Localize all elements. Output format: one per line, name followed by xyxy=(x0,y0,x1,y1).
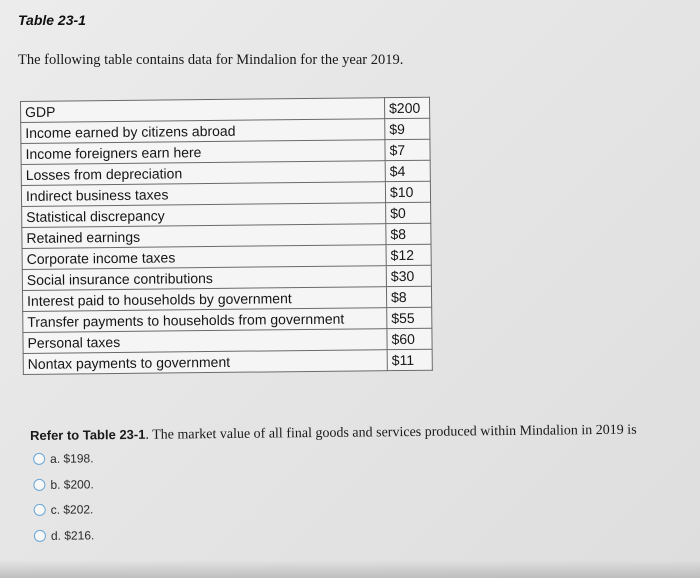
option-c[interactable] xyxy=(34,497,95,522)
row-value: $8 xyxy=(386,286,431,307)
row-value: $11 xyxy=(387,349,432,370)
row-label: Retained earnings xyxy=(22,224,386,249)
radio-button[interactable] xyxy=(34,504,46,516)
row-value: $200 xyxy=(384,97,429,118)
row-label: Losses from depreciation xyxy=(21,161,385,186)
row-label: Statistical discrepancy xyxy=(22,203,386,228)
row-label: Interest paid to households by government xyxy=(22,287,386,312)
intro-text: The following table contains data for Mindalion for the year 2019. xyxy=(18,52,404,68)
radio-button[interactable] xyxy=(33,453,45,465)
row-label: Personal taxes xyxy=(23,329,387,354)
answer-options xyxy=(33,446,94,549)
table-row xyxy=(23,349,432,374)
row-label: Nontax payments to government xyxy=(23,350,387,375)
radio-button[interactable] xyxy=(33,478,45,490)
option-d[interactable] xyxy=(34,523,95,548)
option-label: c. $202. xyxy=(50,502,94,517)
row-label: Income earned by citizens abroad xyxy=(21,119,385,144)
option-label: a. $198. xyxy=(50,451,94,466)
row-value: $60 xyxy=(387,328,432,349)
row-value: $4 xyxy=(385,160,430,181)
row-label: GDP xyxy=(21,98,385,123)
data-table xyxy=(20,97,433,375)
option-a[interactable] xyxy=(33,446,94,471)
row-value: $8 xyxy=(386,223,431,244)
row-label: Social insurance contributions xyxy=(22,266,386,291)
row-value: $30 xyxy=(386,265,431,286)
radio-button[interactable] xyxy=(34,529,46,541)
option-b[interactable] xyxy=(33,472,94,497)
question-body: . The market value of all final goods and services produced within Mindalion in 2019 is xyxy=(145,422,637,443)
row-label: Indirect business taxes xyxy=(21,182,385,207)
row-label: Corporate income taxes xyxy=(22,245,386,270)
table-heading: Table 23-1 xyxy=(18,12,86,28)
option-label: b. $200. xyxy=(50,476,94,492)
bottom-shadow xyxy=(0,560,700,578)
option-label: d. $216. xyxy=(50,527,95,543)
row-label: Income foreigners earn here xyxy=(21,140,385,165)
row-value: $0 xyxy=(386,202,431,223)
question-text xyxy=(30,422,637,445)
row-label: Transfer payments to households from government xyxy=(23,308,387,333)
question-ref: Refer to Table 23-1 xyxy=(30,426,146,443)
row-value: $55 xyxy=(387,307,432,328)
row-value: $7 xyxy=(385,139,430,160)
row-value: $9 xyxy=(385,118,430,139)
row-value: $10 xyxy=(385,181,430,202)
row-value: $12 xyxy=(386,244,431,265)
